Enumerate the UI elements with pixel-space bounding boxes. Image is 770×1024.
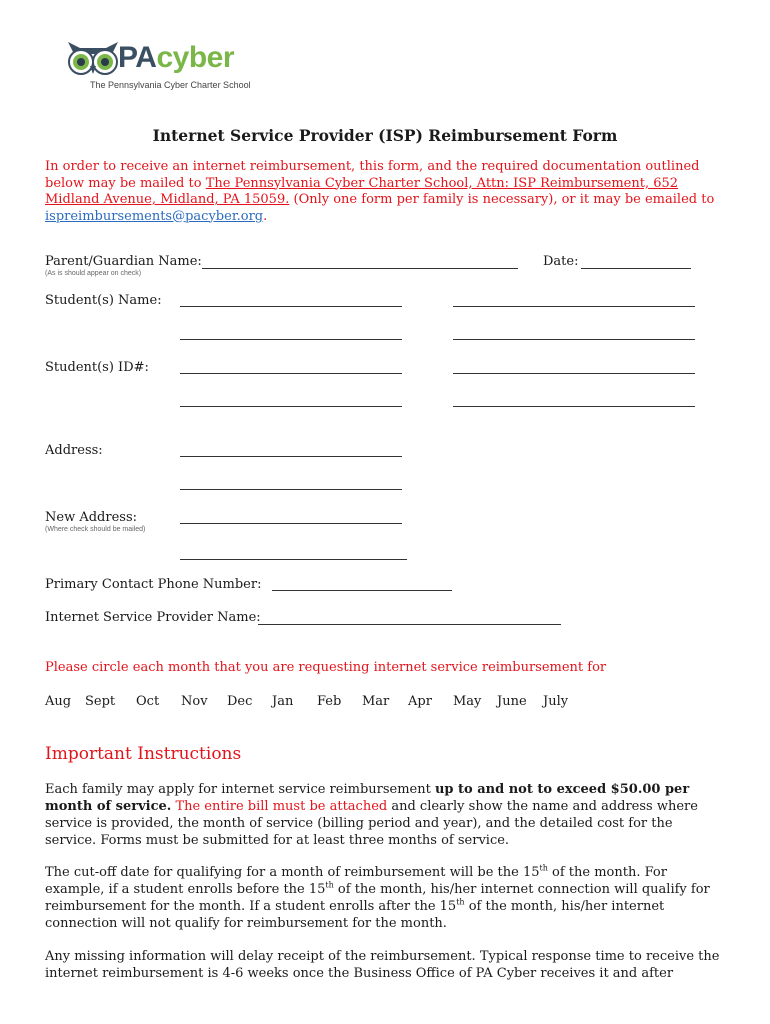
student-id-label: Student(s) ID#: <box>45 360 149 375</box>
address-label: Address: <box>45 443 103 458</box>
month-june[interactable]: June <box>497 694 527 709</box>
address-field-1[interactable] <box>180 456 402 457</box>
phone-field[interactable] <box>272 590 452 591</box>
new-address-note: (Where check should be mailed) <box>45 526 146 533</box>
month-apr[interactable]: Apr <box>408 694 432 709</box>
date-field[interactable] <box>581 268 691 269</box>
logo-pa: PA <box>118 41 157 74</box>
address-field-2[interactable] <box>180 489 402 490</box>
month-aug[interactable]: Aug <box>45 694 72 709</box>
month-may[interactable]: May <box>453 694 482 709</box>
intro-text-1: In order to receive an internet reimbursement, this form, and the required documentation outlined below may be mailed to <box>45 159 700 191</box>
student-name-field-3[interactable] <box>180 339 402 340</box>
p2-text-d: of the month, his/her internet connection will not qualify for reimbursement for the month. <box>45 899 665 931</box>
intro-paragraph <box>45 159 735 225</box>
students-name-label: Student(s) Name: <box>45 293 162 308</box>
pacyber-logo <box>66 38 256 98</box>
date-label: Date: <box>543 254 579 269</box>
p2-text-a: The cut-off date for qualifying for a month of reimbursement will be the 15 <box>45 865 540 880</box>
student-name-field-2[interactable] <box>453 306 695 307</box>
student-id-field-1[interactable] <box>180 373 402 374</box>
month-dec[interactable]: Dec <box>227 694 253 709</box>
student-id-field-2[interactable] <box>453 373 695 374</box>
isp-name-field[interactable] <box>258 624 561 625</box>
months-prompt: Please circle each month that you are requesting internet service reimbursement for <box>45 660 607 675</box>
month-sept[interactable]: Sept <box>85 694 116 709</box>
student-name-field-4[interactable] <box>453 339 695 340</box>
student-id-field-4[interactable] <box>453 406 695 407</box>
month-oct[interactable]: Oct <box>136 694 160 709</box>
p1-red-bill: The entire bill must be attached <box>175 799 388 814</box>
instructions-paragraph-3: Any missing information will delay receipt of the reimbursement. Typical response time to receive the internet reimbursement is 4-6 weeks once the Business Office of PA Cyber receives it and after <box>45 949 720 981</box>
intro-text-2: (Only one form per family is necessary), or it may be emailed to <box>289 192 715 207</box>
p1-bold-limit: up to and not to exceed $50.00 per month of service. <box>45 782 690 814</box>
parent-name-field[interactable] <box>202 268 518 269</box>
p2-text-b: of the month. For example, if a student enrolls before the 15 <box>45 865 667 897</box>
month-july[interactable]: July <box>543 694 569 709</box>
mailing-address: The Pennsylvania Cyber Charter School, Attn: ISP Reimbursement, 652 Midland Avenue, Midland, PA 15059. <box>45 175 679 207</box>
p1-text-e: and clearly show the name and address where service is provided, the month of service (billing period and year), and the detailed cost for the service. Forms must be submitted for at least three months of service. <box>45 799 698 848</box>
owl-icon <box>66 38 120 78</box>
p2-text-c: of the month, his/her internet connection will qualify for reimbursement for the month. If a student enrolls after the 15 <box>45 882 710 914</box>
month-mar[interactable]: Mar <box>362 694 390 709</box>
month-nov[interactable]: Nov <box>181 694 208 709</box>
p1-text-a: Each family may apply for internet service reimbursement <box>45 782 435 797</box>
student-id-field-3[interactable] <box>180 406 402 407</box>
new-address-label: New Address: <box>45 510 137 525</box>
p2-sup-2: th <box>325 880 334 890</box>
email-link[interactable]: ispreimbursements@pacyber.org <box>45 208 264 224</box>
month-feb[interactable]: Feb <box>317 694 342 709</box>
p2-sup-3: th <box>456 897 465 907</box>
phone-label: Primary Contact Phone Number: <box>45 577 262 592</box>
student-name-field-1[interactable] <box>180 306 402 307</box>
intro-text-3: . <box>263 208 268 224</box>
month-jan[interactable]: Jan <box>272 694 294 709</box>
form-title: Internet Service Provider (ISP) Reimbursement Form <box>152 126 618 145</box>
instructions-heading: Important Instructions <box>45 744 242 764</box>
instructions-paragraph-2 <box>45 864 725 932</box>
logo-cyber: cyber <box>156 41 235 74</box>
parent-name-label: Parent/Guardian Name: <box>45 254 202 269</box>
logo-wordmark <box>118 42 234 74</box>
isp-name-label: Internet Service Provider Name: <box>45 610 261 625</box>
instructions-paragraph-1 <box>45 781 725 849</box>
new-address-field-2[interactable] <box>180 559 407 560</box>
logo-tagline: The Pennsylvania Cyber Charter School <box>90 80 251 90</box>
p2-sup-1: th <box>539 863 548 873</box>
new-address-field-1[interactable] <box>180 523 402 524</box>
parent-name-note: (As is should appear on check) <box>45 270 142 277</box>
